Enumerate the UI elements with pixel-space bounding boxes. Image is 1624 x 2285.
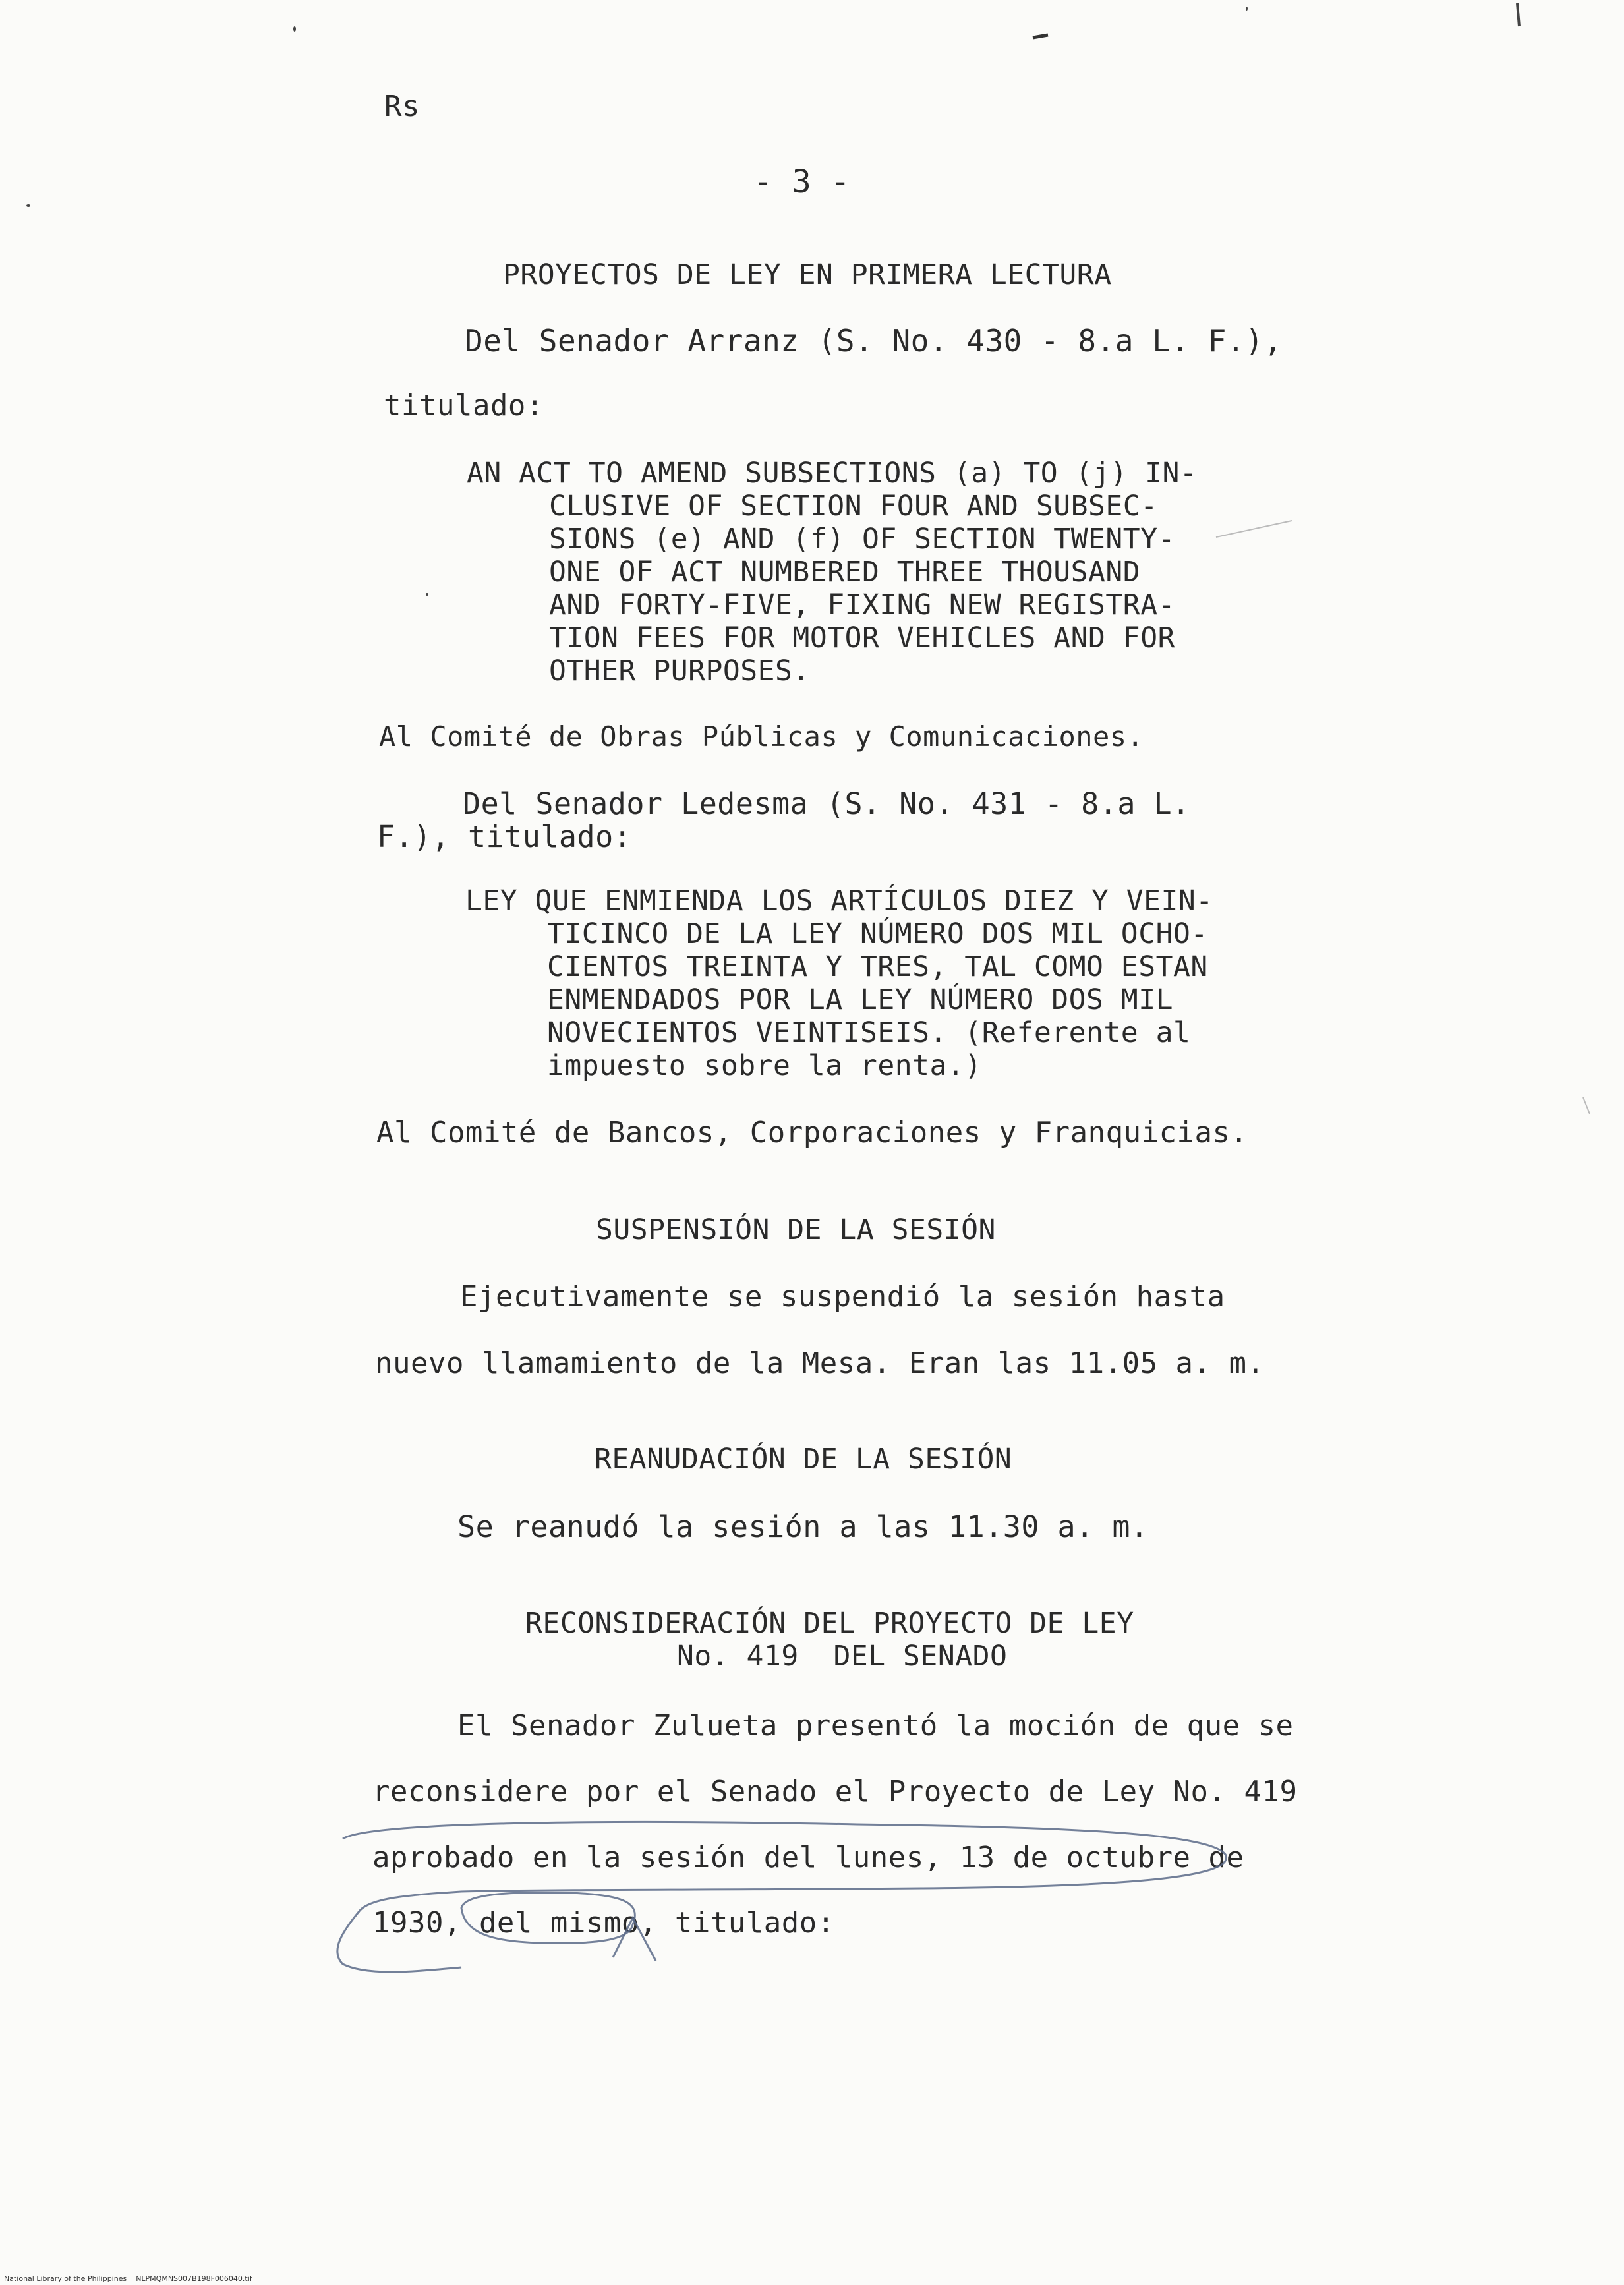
section-heading-primera-lectura: PROYECTOS DE LEY EN PRIMERA LECTURA (503, 258, 1112, 291)
bill2-title-line: LEY QUE ENMIENDA LOS ARTÍCULOS DIEZ Y VEIN- (465, 884, 1213, 917)
bill2-title-line: impuesto sobre la renta.) (547, 1049, 982, 1082)
bill1-title-line: TION FEES FOR MOTOR VEHICLES AND FOR (549, 622, 1175, 654)
paper-speck (426, 593, 428, 596)
reconsideracion-line2: reconsidere por el Senado el Proyecto de Ley No. 419 (372, 1775, 1298, 1808)
page-number: - 3 - (753, 163, 850, 200)
reconsideracion-line1: El Senador Zulueta presentó la moción de que se (457, 1709, 1294, 1743)
bill1-title-line: AND FORTY-FIVE, FIXING NEW REGISTRA- (549, 589, 1175, 622)
bill2-title-line: ENMENDADOS POR LA LEY NÚMERO DOS MIL (547, 983, 1173, 1016)
bill2-title-line: CIENTOS TREINTA Y TRES, TAL COMO ESTAN (547, 950, 1208, 983)
footer-credit: National Library of the Philippines NLPMQMNS007B198F006040.tif (4, 2274, 252, 2283)
section-heading-reconsideracion-line2: No. 419 DEL SENADO (677, 1640, 1008, 1673)
paper-speck (26, 204, 30, 207)
paper-speck (1246, 7, 1248, 11)
initials: Rs (384, 90, 420, 123)
reconsideracion-line4: 1930, del mismo, titulado: (372, 1906, 835, 1940)
bill1-title-line: OTHER PURPOSES. (549, 654, 810, 687)
section-heading-reanudacion: REANUDACIÓN DE LA SESIÓN (594, 1443, 1012, 1476)
bill2-intro-line1: Del Senador Ledesma (S. No. 431 - 8.a L. (463, 786, 1190, 821)
bill1-intro-line1: Del Senador Arranz (S. No. 430 - 8.a L. F.), (465, 323, 1283, 359)
bill2-intro-line2: F.), titulado: (377, 819, 632, 854)
bill2-title-line: NOVECIENTOS VEINTISEIS. (Referente al (547, 1016, 1191, 1049)
reconsideracion-line3: aprobado en la sesión del lunes, 13 de octubre de (372, 1841, 1244, 1874)
bill1-referral: Al Comité de Obras Públicas y Comunicaciones. (379, 720, 1144, 753)
suspension-line2: nuevo llamamiento de la Mesa. Eran las 11.05 a. m. (375, 1346, 1265, 1380)
suspension-line1: Ejecutivamente se suspendió la sesión hasta (460, 1280, 1225, 1314)
bill2-referral: Al Comité de Bancos, Corporaciones y Franquicias. (376, 1116, 1248, 1149)
bill1-title-line: SIONS (e) AND (f) OF SECTION TWENTY- (549, 523, 1175, 556)
bill2-title-line: TICINCO DE LA LEY NÚMERO DOS MIL OCHO- (547, 917, 1208, 950)
bill1-title-line: AN ACT TO AMEND SUBSECTIONS (a) TO (j) IN- (467, 457, 1198, 490)
bill1-intro-line2: titulado: (384, 389, 544, 422)
section-heading-suspension: SUSPENSIÓN DE LA SESIÓN (596, 1213, 996, 1246)
bill1-title-line: ONE OF ACT NUMBERED THREE THOUSAND (549, 556, 1141, 589)
section-heading-reconsideracion: RECONSIDERACIÓN DEL PROYECTO DE LEY (525, 1607, 1134, 1640)
paper-speck (293, 26, 296, 32)
reanudacion-line1: Se reanudó la sesión a las 11.30 a. m. (457, 1509, 1149, 1544)
bill1-title-line: CLUSIVE OF SECTION FOUR AND SUBSEC- (549, 490, 1158, 523)
